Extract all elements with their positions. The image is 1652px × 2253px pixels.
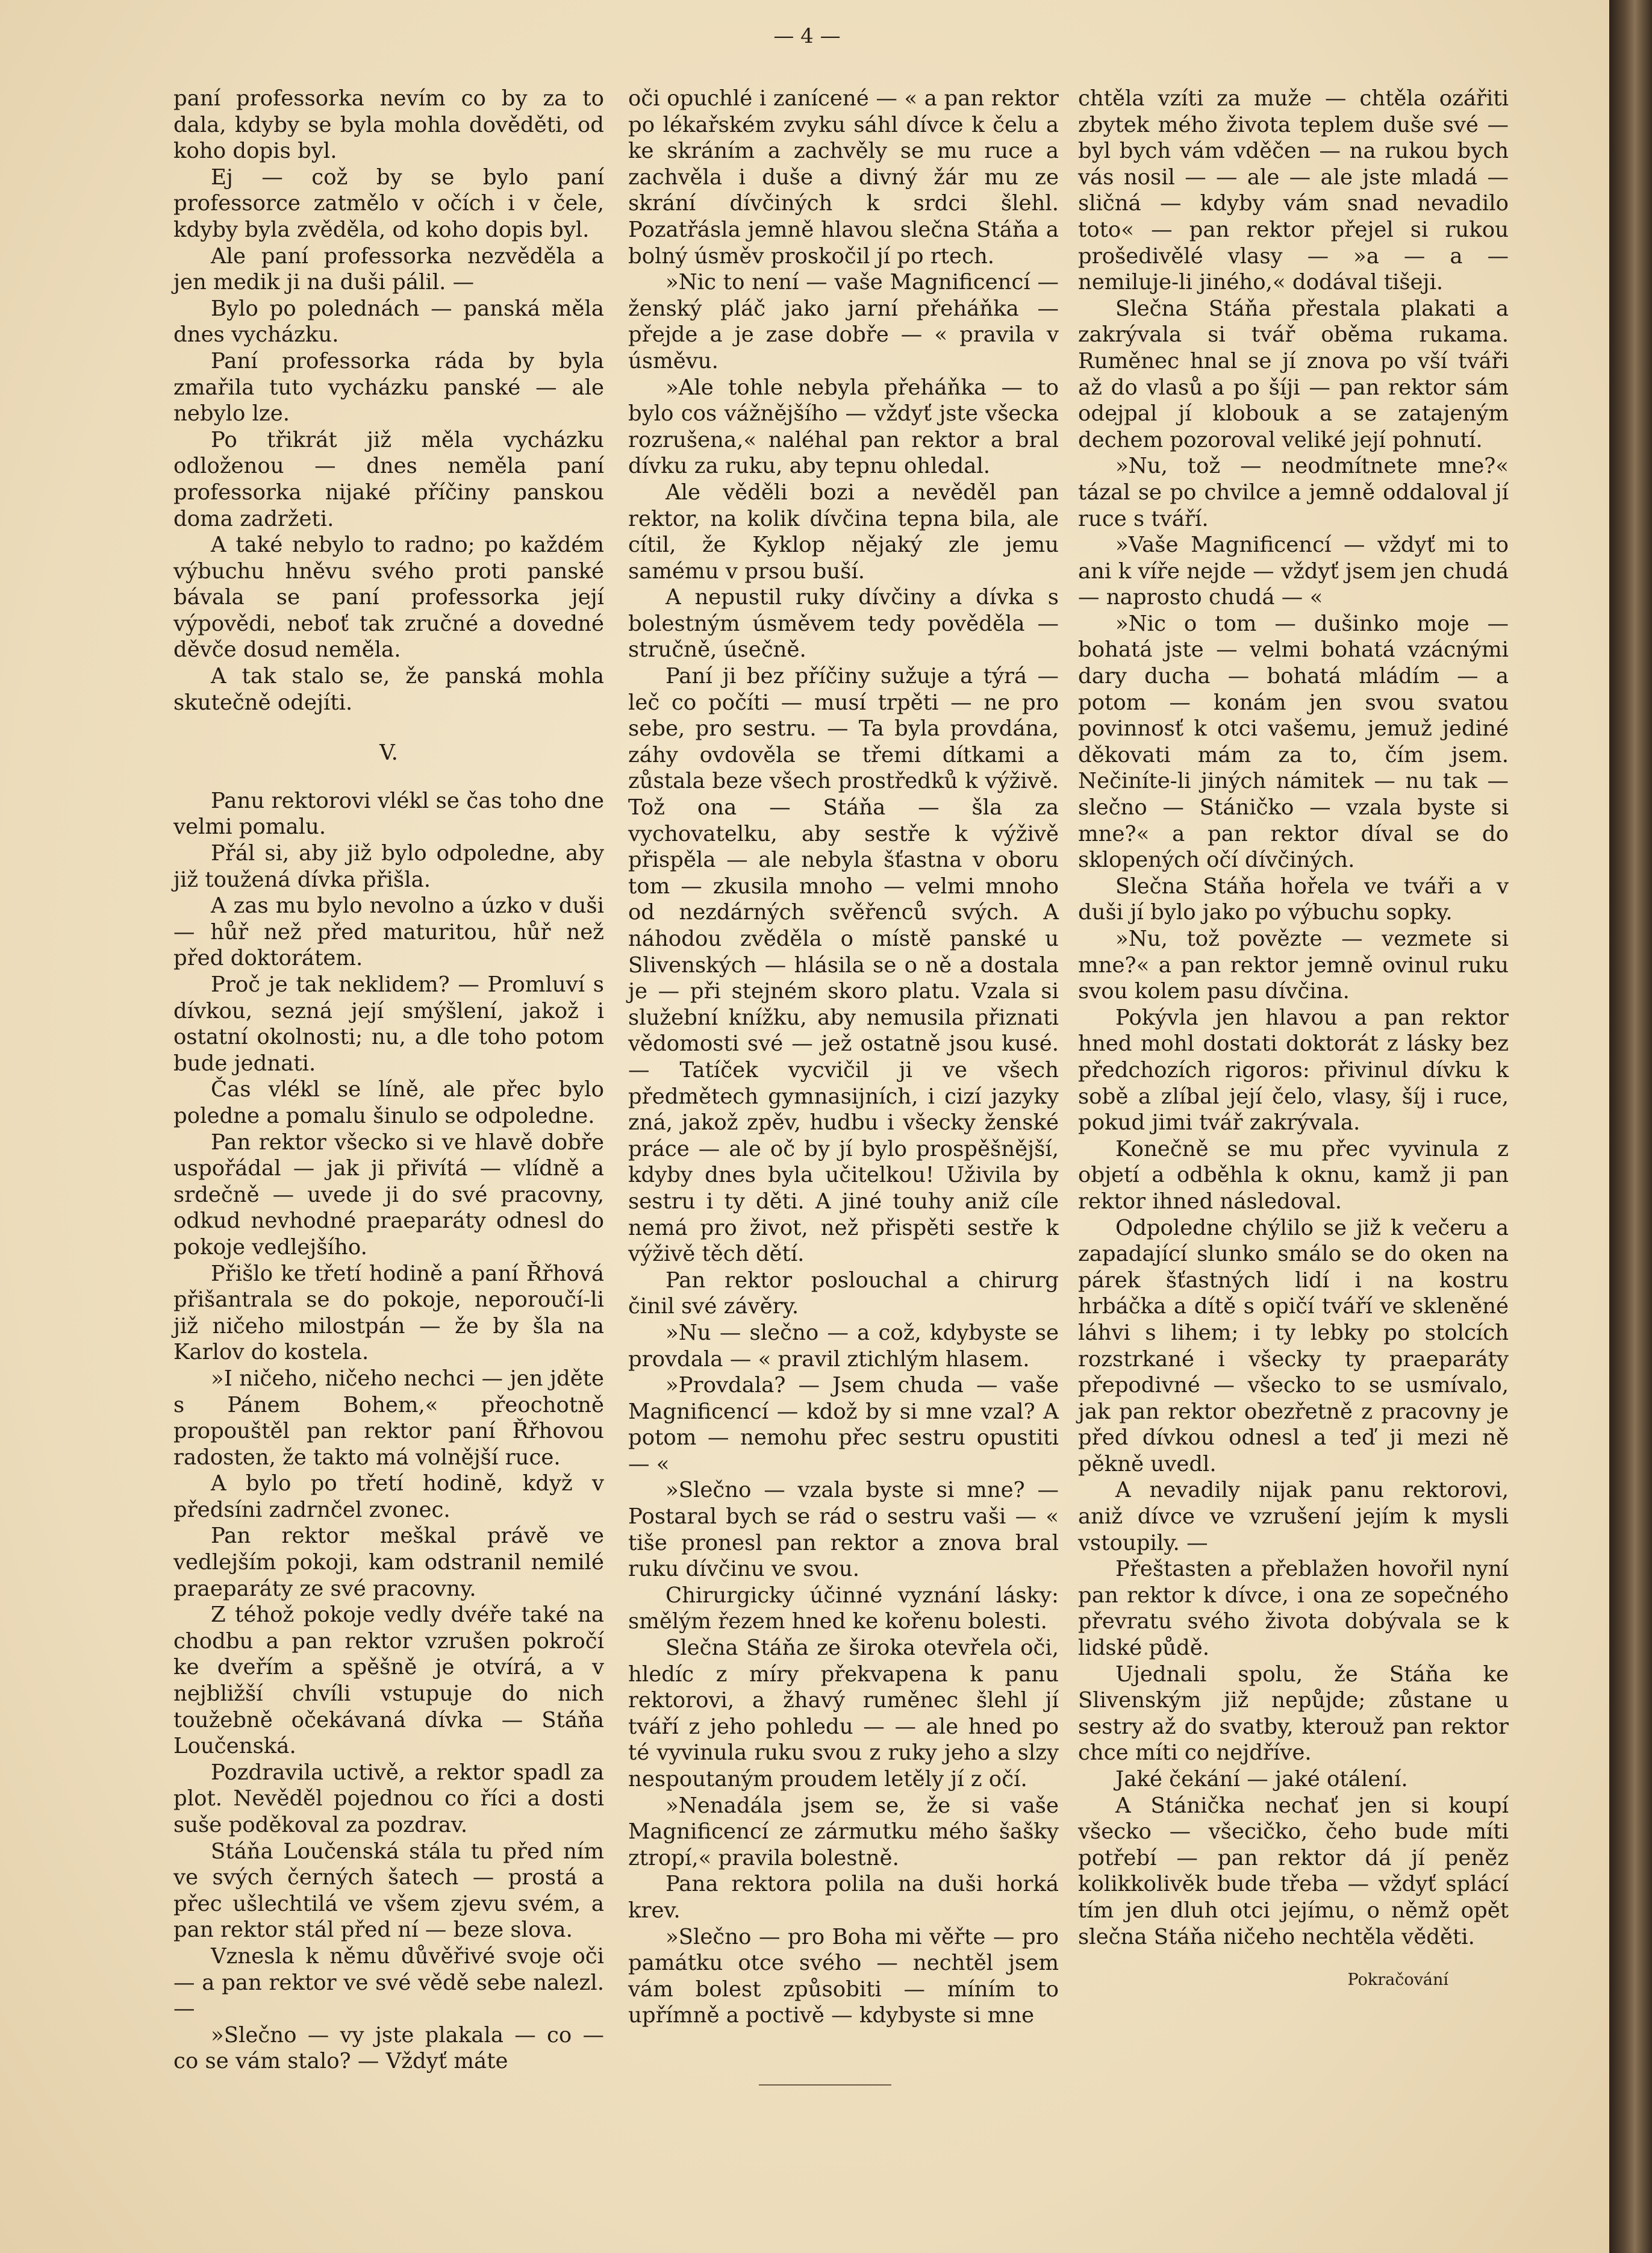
paragraph: oči opuchlé i zanícené — « a pan rektor po lékařském zvyku sáhl dívce k čelu a ke skráním a zachvěly se mu ruce a zachvěla i duše a divný žár mu ze skrání dívčiných k srdci šlehl. Pozatřásla jemně hlavou slečna Stáňa a bolný úsměv proskočil jí po rtech. [628, 86, 1059, 269]
paragraph: »I ničeho, ničeho nechci — jen jděte s Pánem Bohem,« přeochotně propouštěl pan rektor paní Řřhovou radosten, že takto má volnější ruce. [173, 1366, 604, 1470]
paragraph: Pan rektor poslouchal a chirurg činil své závěry. [628, 1267, 1059, 1319]
paragraph: Stáňa Loučenská stála tu před ním ve svých černých šatech — prostá a přec ušlechtilá ve všem zjevu svém, a pan rektor stál před ní — beze slova. [173, 1839, 604, 1943]
paragraph: Slečna Stáňa hořela ve tváři a v duši jí bylo jako po výbuchu sopky. [1078, 873, 1509, 925]
paragraph: »Provdala? — Jsem chuda — vaše Magnificencí — kdož by si mne vzal? A potom — nemohu přec sestru opustiti — « [628, 1373, 1059, 1476]
chapter-heading: V. [379, 740, 398, 766]
end-rule [759, 2084, 891, 2086]
paragraph: Přeštasten a přeblažen hovořil nyní pan rektor k dívce, i ona ze sopečného převratu svého života dobývala se k lidské půdě. [1078, 1557, 1509, 1661]
paragraph: A nepustil ruky dívčiny a dívka s bolestným úsměvem tedy pověděla — stručně, úsečně. [628, 585, 1059, 663]
paragraph: »Nu, tož povězte — vezmete si mne?« a pan rektor jemně ovinul ruku svou kolem pasu dívčina. [1078, 927, 1509, 1004]
paragraph: Z téhož pokoje vedly dvéře také na chodbu a pan rektor vzrušen pokročí ke dveřím a spěšně je otvírá, a v nejbližší chvíli vstupuje do nich toužebně očekávaná dívka — Stáňa Loučenská. [173, 1602, 604, 1759]
paragraph: Slečna Stáňa ze široka otevřela oči, hledíc z míry překvapena k panu rektorovi, a žhavý ruměnec šlehl jí tváří z jeho pohledu — — ale hned po té vyvinula ruku svou z ruky jeho a slzy nespoutaným proudem letěly jí z očí. [628, 1636, 1059, 1792]
paragraph: Ujednali spolu, že Stáňa ke Slivenským již nepůjde; zůstane u sestry až do svatby, kterouž pan rektor chce míti co nejdříve. [1078, 1661, 1509, 1766]
paragraph: Paní ji bez příčiny sužuje a týrá — leč co počíti — musí trpěti — ne pro sebe, pro sestru. — Ta byla provdána, záhy ovdověla se třemi dítkami a zůstala beze všech prostředků k výživě. Tož ona — Stáňa — šla za vychovatelku, aby sestře k výživě přispěla — ale nebyla šťastna v oboru tom — zkusila mnoho — velmi mnoho od nezdárných svěřenců svých. A náhodou zvěděla o místě panské u Slivenských — hlásila se o ně a dostala je — při stejném skoro platu. Vzala si služební knížku, aby nemusila přiznati vědomosti své — jež ostatně jsou kusé. — Tatíček vycvičil ji ve všech předmětech gymnasijních, i cizí jazyky zná, jakož zpěv, hudbu i všecky ženské práce — ale oč by jí bylo prospěšnější, kdyby dnes byla učitelkou! Uživila by sestru i ty děti. A jiné touhy aniž cíle nemá pro život, než přispěti sestře k výživě těch dětí. [628, 664, 1059, 1267]
paragraph: Slečna Stáňa přestala plakati a zakrývala si tvář oběma rukama. Ruměnec hnal se jí znova po vší tváři až do vlasů a po šíji — pan rektor sám odejpal jí klobouk a se zatajeným dechem pozoroval veliké její pohnutí. [1078, 296, 1509, 452]
paragraph: Proč je tak neklidem? — Promluví s dívkou, sezná její smýšlení, jakož i ostatní okolnosti; nu, a dle toho potom bude jednati. [173, 972, 604, 1076]
paragraph: »Slečno — vzala byste si mne? — Postaral bych se rád o sestru vaši — « tiše pronesl pan rektor a znova bral ruku dívčinu ve svou. [628, 1478, 1059, 1582]
page-number: — 4 — [773, 24, 841, 48]
paragraph: Pan rektor všecko si ve hlavě dobře uspořádal — jak ji přivítá — vlídně a srdečně — uvede ji do své pracovny, odkud nevhodné praeparáty odnesl do pokoje vedlejšího. [173, 1130, 604, 1260]
binding-spine [1609, 0, 1652, 2253]
paragraph: A zas mu bylo nevolno a úzko v duši — hůř než před maturitou, hůř než před doktorátem. [173, 893, 604, 971]
paragraph: »Nu, tož — neodmítnete mne?« tázal se po chvilce a jemně oddaloval jí ruce s tváří. [1078, 454, 1509, 531]
paragraph: Konečně se mu přec vyvinula z objetí a odběhla k oknu, kamž ji pan rektor ihned následoval. [1078, 1136, 1509, 1214]
paragraph: A tak stalo se, že panská mohla skutečně odejíti. [173, 664, 604, 715]
paragraph: Vznesla k němu důvěřivé svoje oči — a pan rektor ve své vědě sebe nalezl. — [173, 1943, 604, 2022]
paragraph: Přišlo ke třetí hodině a paní Řřhová přišantrala se do pokoje, neporoučí-li již ničeho milostpán — že by šla na Karlov do kostela. [173, 1261, 604, 1365]
paragraph: »Nenadála jsem se, že si vaše Magnificencí ze zármutku mého šašky ztropí,« pravila bolestně. [628, 1793, 1059, 1870]
paragraph: »Nic to není — vaše Magnificencí — ženský pláč jako jarní přeháňka — přejde a je zase dobře — « pravila v úsměvu. [628, 270, 1059, 373]
paragraph: Chirurgicky účinné vyznání lásky: smělým řezem hned ke kořenu bolesti. [628, 1583, 1059, 1634]
paragraph: Ale věděli bozi a nevěděl pan rektor, na kolik dívčina tepna bila, ale cítil, že Kyklop nějaký zle jemu samému v prsou buší. [628, 480, 1059, 584]
paragraph: Přál si, aby již bylo odpoledne, aby již toužená dívka přišla. [173, 841, 604, 892]
paragraph: A nevadily nijak panu rektorovi, aniž dívce ve vzrušení jejím k mysli vstoupily. — [1078, 1478, 1509, 1555]
paragraph: A také nebylo to radno; po každém výbuchu hněvu svého proti panské bávala se paní professorka její výpovědi, neboť tak zručné a dovedné děvče dosud neměla. [173, 533, 604, 663]
continuation-note: Pokračování [1347, 1970, 1448, 1990]
paragraph: »Nu — slečno — a což, kdybyste se provdala — « pravil ztichlým hlasem. [628, 1320, 1059, 1372]
paragraph: »Vaše Magnificencí — vždyť mi to ani k víře nejde — vždyť jsem jen chudá — naprosto chudá — « [1078, 533, 1509, 610]
paragraph: Odpoledne chýlilo se již k večeru a zapadající slunko smálo se do oken na párek šťastných lidí i na kostru hrbáčka a dítě s opičí tváří ve skleněné láhvi s lihem; i ty lebky po stolcích rozstrkané i všecky ty praeparáty přepodivné — všecko to se usmívalo, jak pan rektor obezřetně z pracovny je před dívkou odnesl a teď ji mezi ně pěkně uvedl. [1078, 1215, 1509, 1476]
paragraph: Ej — což by se bylo paní professorce zatmělo v očích i v čele, kdyby byla zvěděla, od koho dopis byl. [173, 164, 604, 242]
text-column-3 [1078, 86, 1509, 1993]
paragraph: Po třikrát již měla vycházku odloženou — dnes neměla paní professorka nijaké příčiny panskou doma zadržeti. [173, 427, 604, 531]
paragraph: Jaké čekání — jaké otálení. [1115, 1767, 1408, 1792]
paragraph: Pana rektora polila na duši horká krev. [628, 1872, 1059, 1923]
text-column-2 [628, 86, 1059, 2029]
paragraph: »Nic o tom — dušinko moje — bohatá jste — velmi bohatá vzácnými dary ducha — bohatá mládím — a potom — konám jen svou svatou povinnosť k otci vašemu, jemuž jediné děkovati mám za to, čím jsem. Nečiníte-li jiných námitek — nu tak — slečno — Stáničko — vzala byste si mne?« a pan rektor díval se do sklopených očí dívčiných. [1078, 611, 1509, 873]
paragraph: Ale paní professorka nezvěděla a jen medik ji na duši pálil. — [173, 243, 604, 295]
paragraph: »Ale tohle nebyla přeháňka — to bylo cos vážnějšího — vždyť jste všecka rozrušena,« naléhal pan rektor a bral dívku za ruku, aby tepnu ohledal. [628, 375, 1059, 479]
paragraph: Paní professorka ráda by byla zmařila tuto vycházku panské — ale nebylo lze. [173, 348, 604, 427]
paragraph: Pozdravila uctivě, a rektor spadl za plot. Nevěděl pojednou co říci a dosti suše poděkoval za pozdrav. [173, 1760, 604, 1837]
paragraph: Čas vlékl se líně, ale přec bylo poledne a pomalu šinulo se odpoledne. [173, 1077, 604, 1128]
text-column-1 [173, 86, 604, 2075]
paragraph: A bylo po třetí hodině, když v předsíni zadrnčel zvonec. [173, 1471, 604, 1522]
paragraph: »Slečno — vy jste plakala — co — co se vám stalo? — Vždyť máte [173, 2022, 604, 2074]
paragraph: »Slečno — pro Boha mi věřte — pro památku otce svého — nechtěl jsem vám bolest způsobiti — míním to upřímně a poctivě — kdybyste si mne [628, 1924, 1059, 2028]
paragraph: Panu rektorovi vlékl se čas toho dne velmi pomalu. [173, 788, 604, 840]
paragraph: Pan rektor meškal právě ve vedlejším pokoji, kam odstranil nemilé praeparáty ze své pracovny. [173, 1523, 604, 1601]
paragraph: A Stánička nechať jen si koupí všecko — všecičko, čeho bude míti potřebí — pan rektor dá jí peněz kolikkolivěk bude třeba — vždyť splácí tím jen dluh otci jejímu, o němž opět slečna Stáňa ničeho nechtěla věděti. [1078, 1793, 1509, 1949]
paragraph: chtěla vzíti za muže — chtěla ozářiti zbytek mého života teplem duše své — byl bych vám vděčen — na rukou bych vás nosil — — ale — ale jste mladá — sličná — kdyby vám snad nevadilo toto« — pan rektor přejel si rukou prošedivělé vlasy — »a — a — nemiluje-li jiného,« dodával tišeji. [1078, 86, 1509, 295]
paragraph: paní professorka nevím co by za to dala, kdyby se byla mohla dověděti, od koho dopis byl. [173, 86, 604, 164]
paragraph: Pokývla jen hlavou a pan rektor hned mohl dostati doktorát z lásky bez předchozích rigoros: přivinul dívku k sobě a zlíbal její čelo, vlasy, šíj i ruce, pokud jimi tvář zakrývala. [1078, 1005, 1509, 1136]
paragraph: Bylo po polednách — panská měla dnes vycházku. [173, 296, 604, 348]
